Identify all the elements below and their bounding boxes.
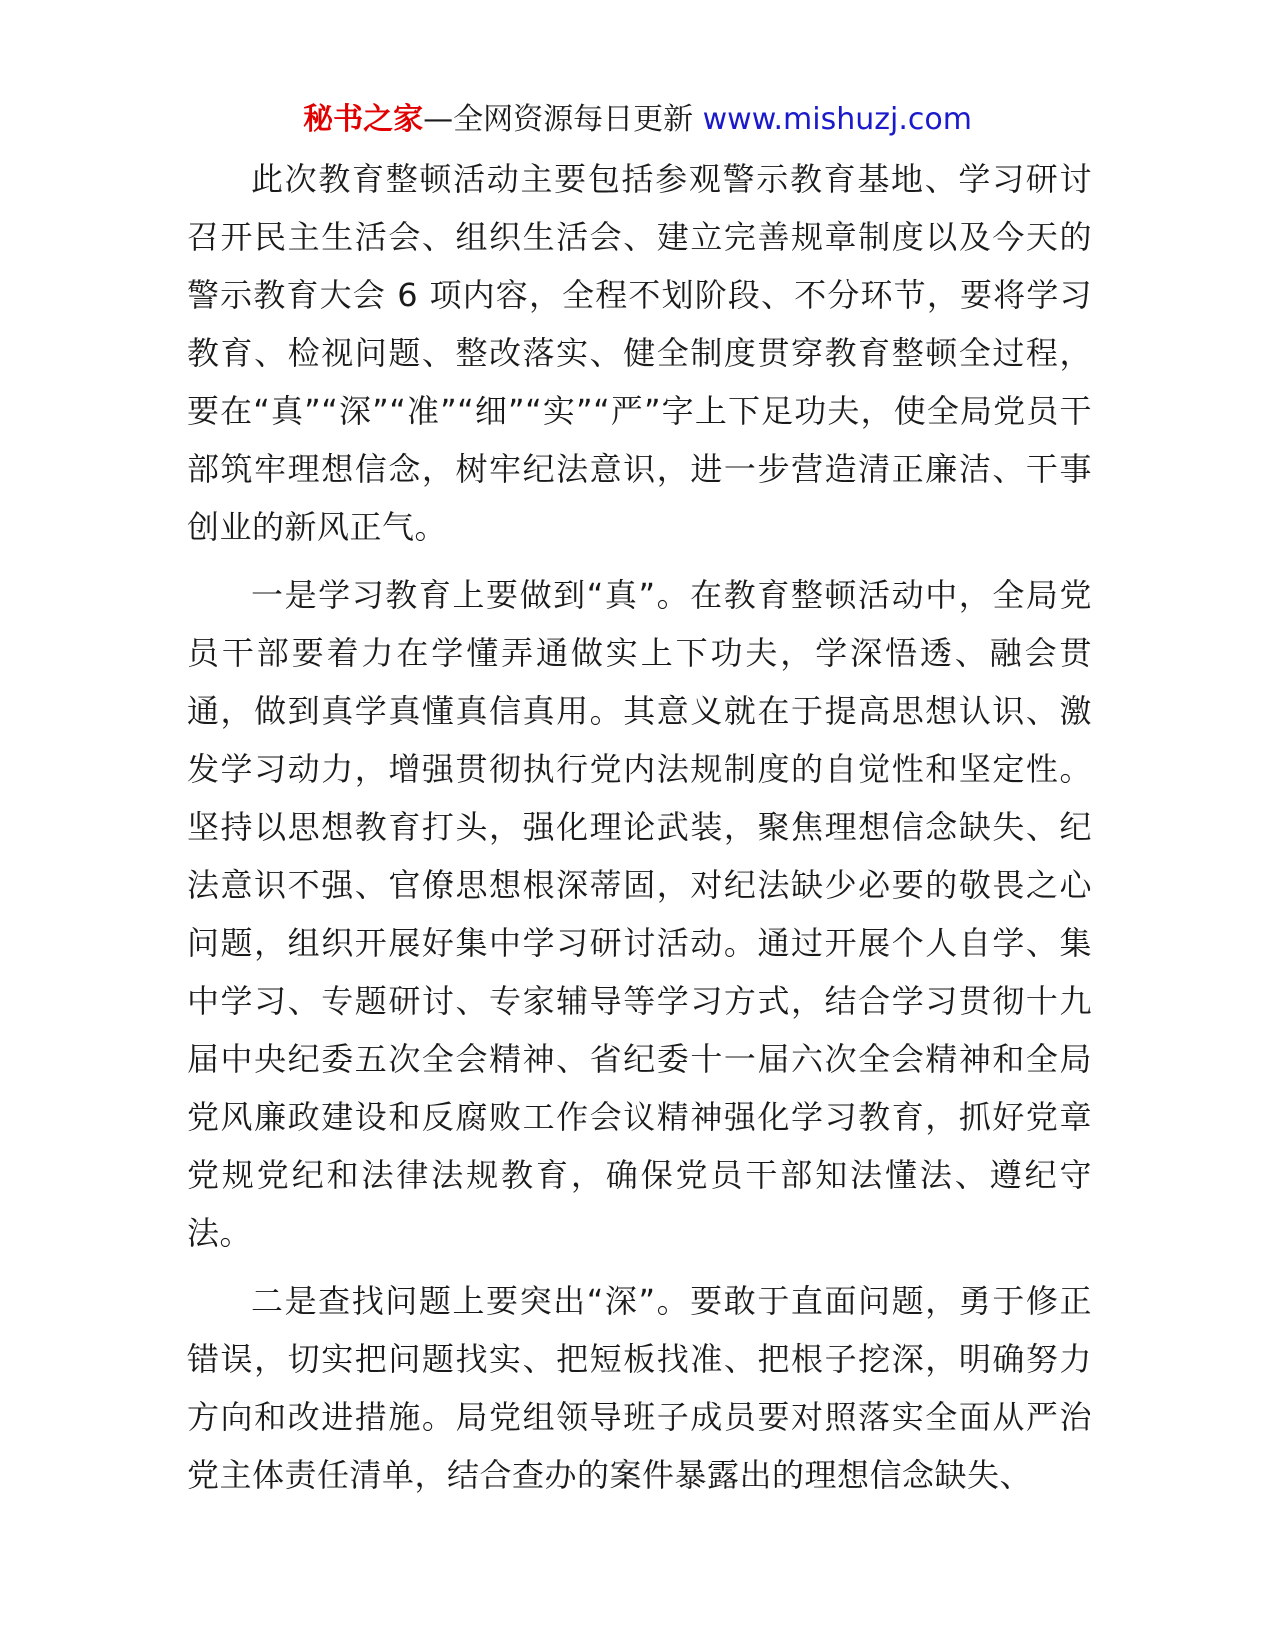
brand-name: 秘书之家	[303, 102, 424, 137]
paragraph-learning-education: 一是学习教育上要做到“真”。在教育整顿活动中，全局党员干部要着力在学懂弄通做实上下功夫，学深悟透、融会贯通，做到真学真懂真信真用。其意义就在于提高思想认识、激发学习动力，增强贯彻执行党内法规制度的自觉性和坚定性。坚持以思想教育打头，强化理论武装，聚焦理想信念缺失、纪法意识不强、官僚思想根深蒂固，对纪法缺少必要的敬畏之心问题，组织开展好集中学习研讨活动。通过开展个人自学、集中学习、专题研讨、专家辅导等学习方式，结合学习贯彻十九届中央纪委五次全会精神、省纪委十一届六次全会精神和全局党风廉政建设和反腐败工作会议精神强化学习教育，抓好党章党规党纪和法律法规教育，确保党员干部知法懂法、遵纪守法。	[187, 576, 1092, 1252]
paragraph-intro: 此次教育整顿活动主要包括参观警示教育基地、学习研讨召开民主生活会、组织生活会、建立完善规章制度以及今天的警示教育大会 6 项内容，全程不划阶段、不分环节，要将学习教育、检视问题、整改落实、健全制度贯穿教育整顿全过程，要在“真”“深”“准”“细”“实”“严”字上下足功夫，使全局党员干部筑牢理想信念，树牢纪法意识，进一步营造清正廉洁、干事创业的新风正气。	[187, 160, 1092, 546]
site-url-link[interactable]: www.mishuzj.com	[702, 102, 972, 137]
site-header	[0, 98, 1275, 142]
document-body	[187, 150, 1092, 1514]
header-tagline: —全网资源每日更新	[423, 102, 703, 137]
paragraph-finding-problems: 二是查找问题上要突出“深”。要敢于直面问题，勇于修正错误，切实把问题找实、把短板找准、把根子挖深，明确努力方向和改进措施。局党组领导班子成员要对照落实全面从严治党主体责任清单，结合查办的案件暴露出的理想信念缺失、	[187, 1282, 1092, 1494]
